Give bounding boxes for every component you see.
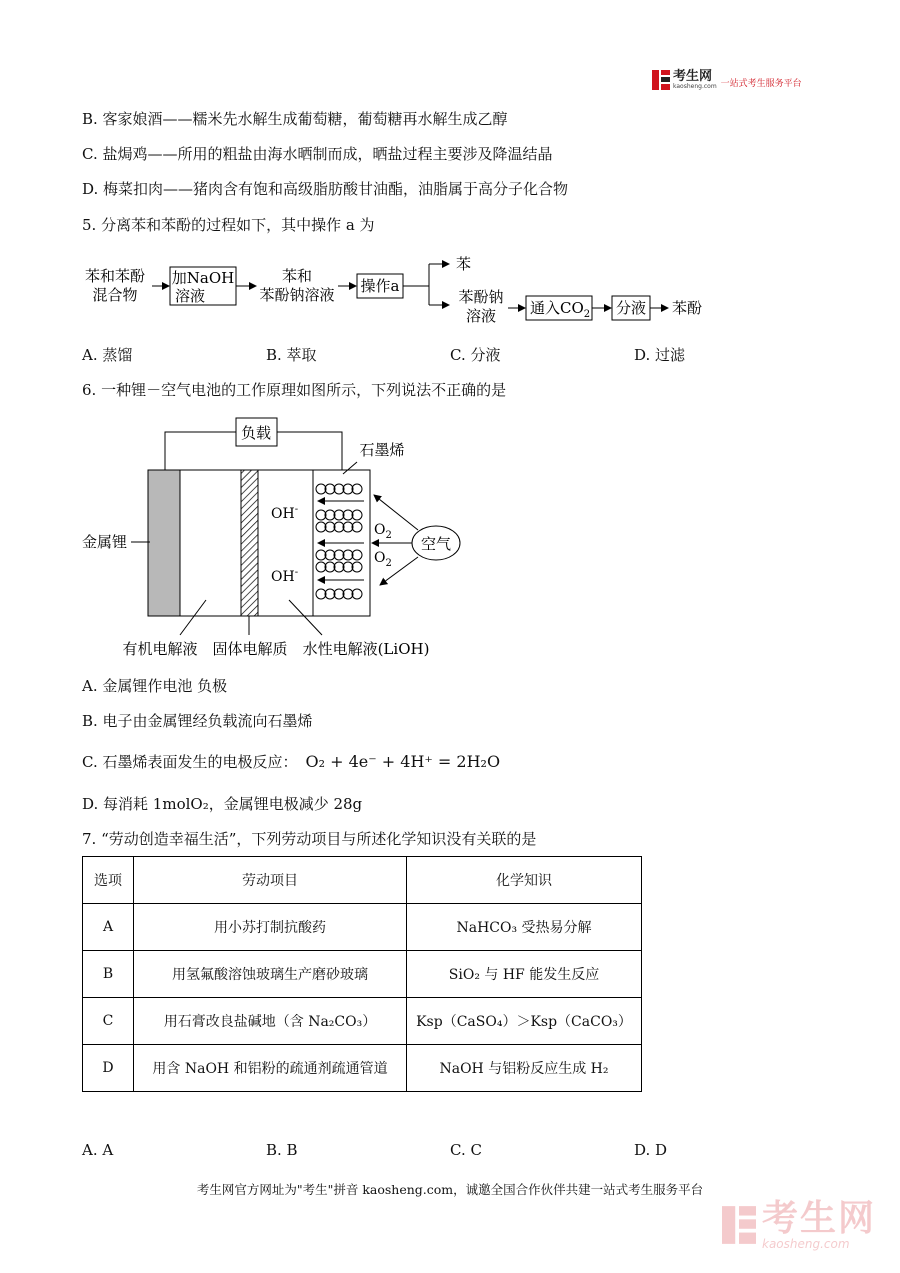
q7-option-a: A. A — [82, 1141, 114, 1159]
q6-option-c-equation: O₂ + 4e⁻ + 4H⁺ = 2H₂O — [305, 752, 501, 771]
page-footer: 考生网官方网址为"考生"拼音 kaosheng.com，诚邀全国合作伙伴共建一站式考生服务平台 — [196, 1182, 704, 1197]
table-row — [83, 1045, 642, 1092]
q6-battery-diagram — [0, 410, 900, 660]
table-header-cell: 选项 — [83, 857, 134, 904]
q5-option-a: A. 蒸馏 — [82, 346, 133, 364]
table-row — [83, 904, 642, 951]
q5-option-b: B. 萃取 — [266, 346, 317, 364]
watermark-domain: kaosheng.com — [762, 1237, 850, 1251]
table-row — [83, 951, 642, 998]
table-cell: NaOH 与铝粉反应生成 H₂ — [407, 1045, 642, 1092]
flow-out-phenoxide-line1: 苯酚钠 — [458, 288, 504, 306]
flow-box-operation-a-label: 操作a — [360, 277, 400, 295]
flow-out-benzene: 苯 — [456, 255, 472, 273]
oh-label-bottom: OH — [271, 569, 295, 585]
flow-start-line2: 混合物 — [92, 286, 138, 304]
o2-sub-top: 2 — [385, 530, 392, 541]
q5-option-c: C. 分液 — [450, 346, 501, 364]
q7-stem: 7. “劳动创造幸福生活”，下列劳动项目与所述化学知识没有关联的是 — [82, 830, 537, 848]
svg-text:OH- — [271, 567, 298, 585]
header-logo — [652, 70, 802, 90]
air-label: 空气 — [420, 535, 452, 553]
q7-option-d: D. D — [634, 1141, 668, 1159]
q4-option-b: B. 客家娘酒——糯米先水解生成葡萄糖，葡萄糖再水解生成乙醇 — [82, 110, 508, 128]
q5-option-d: D. 过滤 — [634, 346, 686, 364]
flow-box-naoh-line2: 溶液 — [174, 287, 206, 305]
organic-electrolyte-label: 有机电解液 — [122, 640, 198, 658]
svg-text:O2 — [374, 522, 392, 541]
table-header-cell: 化学知识 — [407, 857, 642, 904]
table-cell: B — [83, 951, 134, 998]
logo-slogan: 一站式考生服务平台 — [720, 78, 802, 89]
watermark-logo-icon — [722, 1204, 756, 1246]
flow-mid-line2: 苯酚钠溶液 — [259, 286, 335, 304]
flow-out-phenoxide-line2: 溶液 — [465, 307, 497, 325]
q7-option-b: B. B — [266, 1141, 298, 1159]
svg-text:通入CO2 — [530, 299, 590, 320]
o2-label-bottom: O — [374, 550, 386, 566]
lithium-electrode — [148, 470, 180, 616]
watermark — [722, 1200, 876, 1250]
table-cell: 用含 NaOH 和铝粉的疏通剂疏通管道 — [134, 1045, 407, 1092]
q6-option-d: D. 每消耗 1molO₂，金属锂电极减少 28g — [82, 795, 363, 813]
q4-option-c: C. 盐焗鸡——所用的粗盐由海水晒制而成，晒盐过程主要涉及降温结晶 — [82, 145, 553, 163]
aqueous-electrolyte-label: 水性电解液(LiOH) — [302, 640, 430, 658]
q5-stem: 5. 分离苯和苯酚的过程如下，其中操作 a 为 — [82, 216, 375, 234]
q6-option-a: A. 金属锂作电池 负极 — [82, 677, 228, 695]
table-row — [83, 998, 642, 1045]
table-cell: 用小苏打制抗酸药 — [134, 904, 407, 951]
oh-sup-bottom: - — [294, 567, 299, 578]
flow-start-line1: 苯和苯酚 — [84, 267, 146, 285]
flow-final-phenol: 苯酚 — [672, 299, 703, 317]
table-cell: C — [83, 998, 134, 1045]
q7-table — [82, 856, 642, 1092]
table-cell: 用氢氟酸溶蚀玻璃生产磨砂玻璃 — [134, 951, 407, 998]
flow-mid-line1: 苯和 — [281, 267, 313, 285]
flow-box-co2-sub: 2 — [583, 309, 591, 320]
oh-sup-top: - — [294, 504, 299, 515]
logo-icon — [652, 70, 670, 90]
flow-box-separation-label: 分液 — [615, 299, 647, 317]
oh-label-top: OH — [271, 506, 295, 522]
table-cell: NaHCO₃ 受热易分解 — [407, 904, 642, 951]
o2-sub-bottom: 2 — [385, 558, 392, 569]
load-label: 负载 — [240, 424, 272, 442]
table-cell: 用石膏改良盐碱地（含 Na₂CO₃） — [134, 998, 407, 1045]
q5-flowchart — [0, 250, 900, 330]
table-cell: Ksp（CaSO₄）＞Ksp（CaCO₃） — [407, 998, 642, 1045]
graphene-label: 石墨烯 — [359, 441, 405, 459]
svg-text:O2 — [374, 550, 392, 569]
q6-option-b: B. 电子由金属锂经负载流向石墨烯 — [82, 712, 313, 730]
table-cell: D — [83, 1045, 134, 1092]
q6-option-c-prefix: C. 石墨烯表面发生的电极反应： — [82, 753, 298, 771]
watermark-text: 考生网 — [762, 1198, 877, 1239]
lithium-label: 金属锂 — [82, 533, 128, 551]
table-cell: A — [83, 904, 134, 951]
q4-option-d: D. 梅菜扣肉——猪肉含有饱和高级脂肪酸甘油酯，油脂属于高分子化合物 — [82, 180, 569, 198]
solid-electrolyte-label: 固体电解质 — [212, 640, 288, 658]
logo-domain: kaosheng.com — [673, 83, 717, 90]
flow-box-co2-label: 通入CO — [530, 299, 584, 317]
o2-label-top: O — [374, 522, 386, 538]
q6-option-c — [82, 752, 500, 772]
q7-option-c: C. C — [450, 1141, 482, 1159]
table-header-row — [83, 857, 642, 904]
table-cell: SiO₂ 与 HF 能发生反应 — [407, 951, 642, 998]
logo-name: 考生网 — [673, 69, 713, 84]
svg-text:OH- — [271, 504, 298, 522]
flow-box-naoh-line1: 加NaOH — [171, 269, 235, 287]
table-header-cell: 劳动项目 — [134, 857, 407, 904]
q6-stem: 6. 一种锂－空气电池的工作原理如图所示，下列说法不正确的是 — [82, 381, 507, 399]
solid-electrolyte — [241, 470, 258, 616]
